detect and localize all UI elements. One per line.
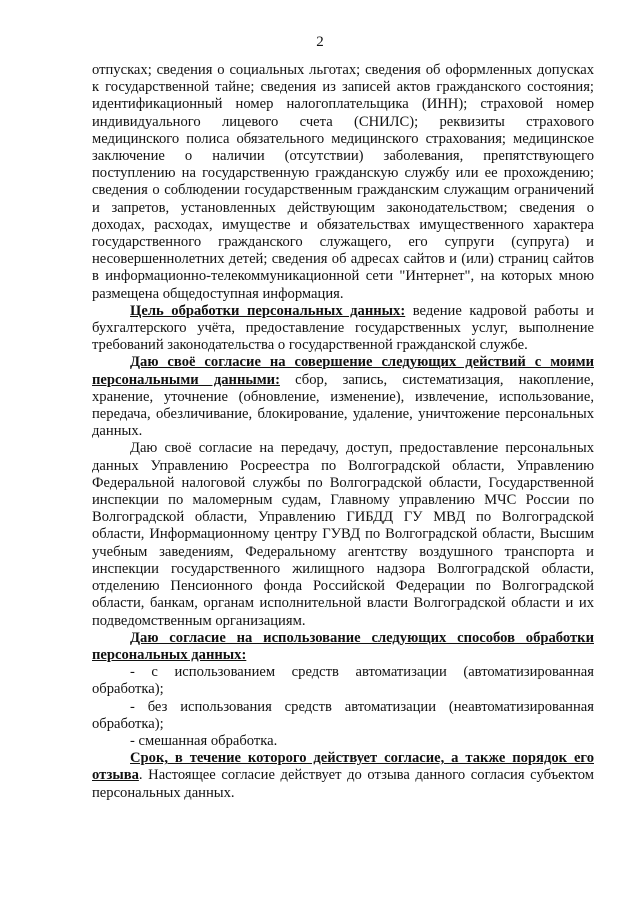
paragraph-personal-data-list [92,62,594,303]
paragraph-processing-methods [92,630,594,664]
paragraph-text: сбор, запись, систематизация, накопление, хранение, уточнение (обновление, изменение), извлечение, использование, передача, обезличивание, блокирование, удаление, уничтожение персональных данных. [92,371,594,440]
list-item-text: - с использованием средств автоматизации (автоматизированная обработка); [92,664,594,698]
paragraph-processing-purpose [92,303,594,355]
list-item-text: - смешанная обработка. [130,732,278,749]
list-item-non-automated [92,699,594,733]
list-item-automated [92,664,594,698]
paragraph-consent-term [92,750,594,802]
paragraph-consent-transfer [92,440,594,629]
list-item-text: - без использования средств автоматизации (неавтоматизированная обработка); [92,698,594,732]
paragraph-heading: Даю согласие на использование следующих способов обработки персональных данных: [92,629,594,663]
document-body [92,62,594,802]
page-number: 2 [316,34,324,50]
paragraph-consent-actions [92,354,594,440]
list-item-mixed [92,733,594,750]
paragraph-text: отпусках; сведения о социальных льготах; сведения об оформленных допусках к государственной тайне; сведения из записей актов гражданского состояния; идентификационный номер налогоплательщика (ИНН); страховой номер индивидуального лицевого счета (СНИЛС); реквизиты страхового медицинского полиса обязательного медицинского страхования; медицинское заключение о наличии (отсутствии) заболевания, препятствующего поступлению на государственную гражданскую службу или ее прохождению; сведения о соблюдении государственным гражданским служащим ограничений и запретов, установленных действующим законодательством; сведения о доходах, расходах, имуществе и обязательствах имущественного характера государственного гражданского служащего, его супруги (супруга) и несовершеннолетних детей; сведения об адресах сайтов и (или) страниц сайтов в информационно-телекоммуникационной сети "Интернет", на которых мною размещена общедоступная информация. [92,62,594,302]
paragraph-text: . Настоящее согласие действует до отзыва данного согласия субъектом персональных данных. [92,767,594,801]
paragraph-heading: Даю своё согласие на совершение следующих действий с моими персональными данными: [92,354,594,388]
paragraph-text: Даю своё согласие на передачу, доступ, предоставление персональных данных Управлению Росреестра по Волгоградской области, Управлению Федеральной налоговой службы по Волгоградской области, Государственной инспекции по маломерным судам, Главному управлению МЧС России по Волгоградской области, Управлению ГИБДД ГУ МВД по Волгоградской области, Информационному центру ГУВД по Волгоградской области, Высшим учебным заведениям, Федеральному агентству воздушного транспорта и инспекции государственного жилищного надзора Волгоградской области, отделению Пенсионного фонда Российской Федерации по Волгоградской области, банкам, органам исполнительной власти Волгоградской области и их подведомственным организациям. [92,440,594,629]
paragraph-heading: Срок, в течение которого действует согласие, а также порядок его отзыва [92,750,594,784]
paragraph-heading: Цель обработки персональных данных: [130,302,406,319]
paragraph-text: ведение кадровой работы и бухгалтерского учёта, предоставление государственных услуг, выполнение требований законодательства о государственной гражданской службе. [92,302,594,354]
